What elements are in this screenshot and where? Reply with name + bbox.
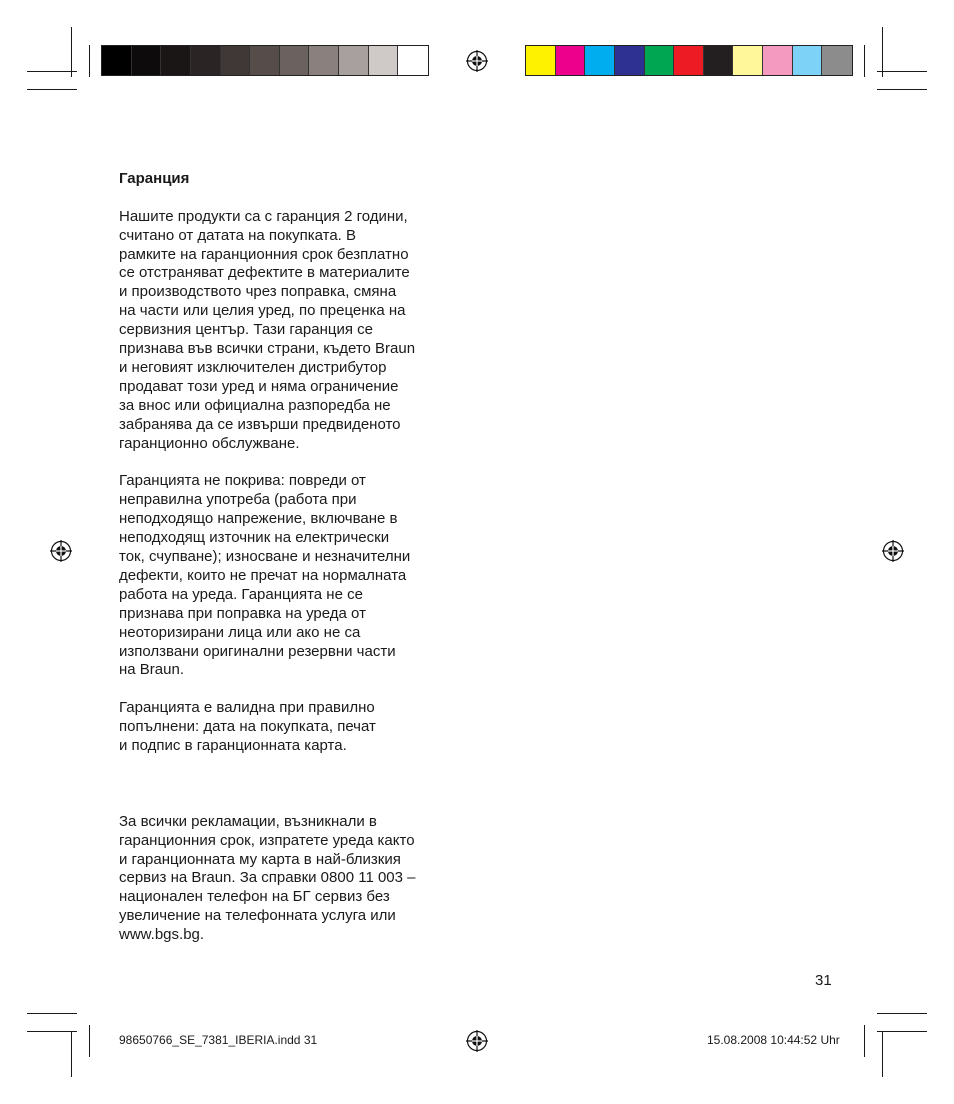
crop-mark (27, 89, 77, 90)
slug-timestamp: 15.08.2008 10:44:52 Uhr (707, 1033, 840, 1047)
paragraph: Гаранцията не покрива: повреди от неправилна употреба (работа при неподходящо напрежение, включване в неподходящ източник на електрически ток, счупване); износване и незначителни дефекти, които не пречат на нормалната работа на уреда. Гаранцията не се признава при поправка на уреда от неоторизирани лица или ако не са използвани оригинални резервни части на Braun. (119, 472, 411, 679)
color-swatch (615, 46, 645, 75)
color-swatch (674, 46, 704, 75)
crop-mark (877, 1013, 927, 1014)
color-swatch (645, 46, 675, 75)
slug-filename: 98650766_SE_7381_IBERIA.indd 31 (119, 1033, 318, 1047)
registration-mark-icon (882, 540, 904, 562)
color-swatch (526, 46, 556, 75)
crop-mark (71, 27, 72, 77)
crop-mark (89, 1025, 90, 1057)
crop-mark (877, 1031, 927, 1032)
paragraph: За всички рекламации, възникнали в гаранционния срок, изпратете уреда както и гаранционната му карта в най-близкия сервиз на Braun. За справки 0800 11 003 – национален телефон на БГ сервиз без увеличение на телефонната услуга или www.bgs.bg. (119, 812, 416, 944)
gray-swatch (369, 46, 399, 75)
color-swatch (763, 46, 793, 75)
gray-swatch (398, 46, 428, 75)
gray-swatch (221, 46, 251, 75)
gray-swatch (250, 46, 280, 75)
registration-mark-icon (466, 1030, 488, 1052)
color-swatch (704, 46, 734, 75)
paragraph: Нашите продукти са с гаранция 2 години, считано от датата на покупката. В рамките на гаранционния срок безплатно се отстраняват дефектите в материалите и производството чрез поправка, смяна на части или целия уред, по преценка на сервизния център. Тази гаранция се признава във всички страни, където Braun и неговият изключителен дистрибутор продават този уред и няма ограничение за внос или официална разпоредба не забранява да се извърши предвиденото гаранционно обслужване. (119, 207, 416, 452)
crop-mark (27, 1013, 77, 1014)
crop-mark (864, 1025, 865, 1057)
crop-mark (89, 45, 90, 77)
paragraph: Гаранцията е валидна при правилно попълнени: дата на покупката, печат и подпис в гаранционната карта. (119, 699, 376, 755)
gray-swatch (339, 46, 369, 75)
gray-swatch (280, 46, 310, 75)
gray-swatch (102, 46, 132, 75)
section-heading: Гаранция (119, 169, 190, 187)
crop-mark (864, 45, 865, 77)
color-swatch (793, 46, 823, 75)
crop-mark (877, 71, 927, 72)
gray-swatch (132, 46, 162, 75)
crop-mark (882, 1031, 883, 1077)
gray-swatch (161, 46, 191, 75)
crop-mark (27, 71, 77, 72)
grayscale-bar (101, 45, 429, 76)
gray-swatch (191, 46, 221, 75)
warranty-text-block (119, 151, 479, 964)
crop-mark (27, 1031, 77, 1032)
color-swatch (556, 46, 586, 75)
registration-mark-icon (50, 540, 72, 562)
crop-mark (71, 1031, 72, 1077)
page-number: 31 (815, 972, 832, 989)
color-swatch (585, 46, 615, 75)
color-swatch (733, 46, 763, 75)
gray-swatch (309, 46, 339, 75)
color-swatch (822, 46, 852, 75)
color-bar (525, 45, 853, 76)
crop-mark (877, 89, 927, 90)
crop-mark (882, 27, 883, 77)
registration-mark-icon (466, 50, 488, 72)
